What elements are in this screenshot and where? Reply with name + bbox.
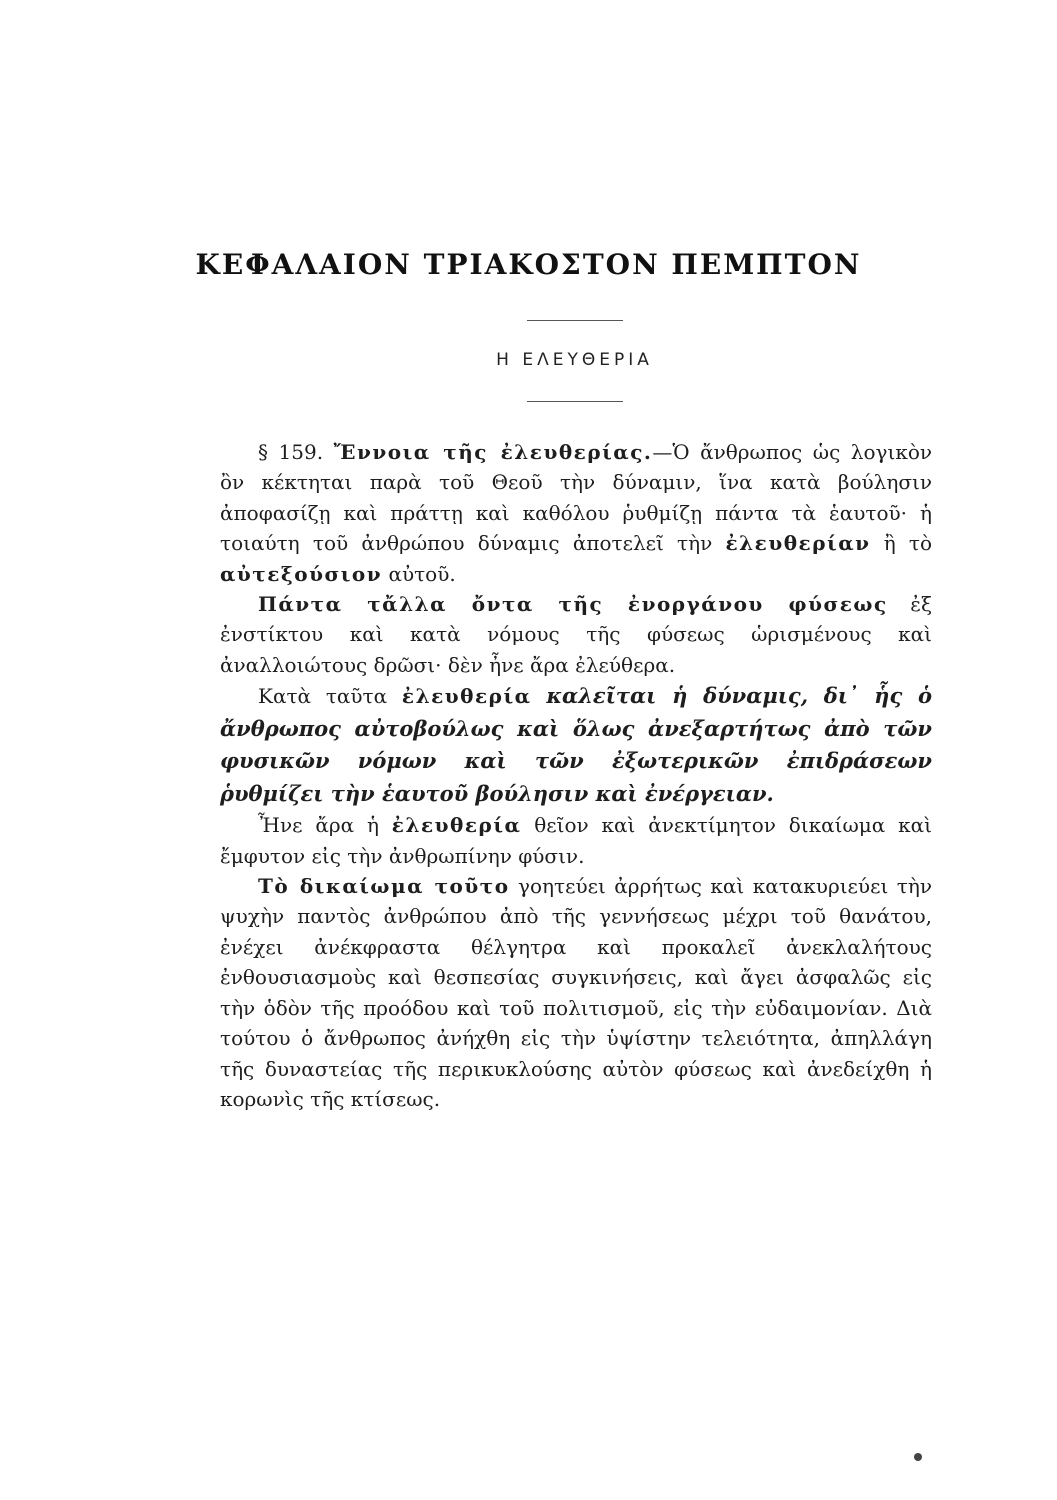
body-text xyxy=(220,437,932,1114)
section-heading: Ἔννοια τῆς ἐλευθερίας. xyxy=(333,440,653,464)
paragraph-definition xyxy=(220,680,932,810)
divider-bottom xyxy=(527,401,623,402)
paragraph-right xyxy=(220,810,932,871)
paragraph-nature xyxy=(220,589,932,680)
ink-mark xyxy=(914,1453,922,1461)
paragraph-159 xyxy=(220,437,932,589)
section-title: Η ΕΛΕΥΘΕΡΙΑ xyxy=(496,350,653,370)
definition-text: καλεῖται ἡ δύναμις, δι᾽ ἧς ὁ ἄνθρωπος αὐτοβούλως καὶ ὅλως ἀνεξαρτήτως ἀπὸ τῶν φυσικῶν νόμων καὶ τῶν ἐξωτερικῶν ἐπιδράσεων ῥυθμίζει τὴν ἑαυτοῦ βούλησιν καὶ ἐνέργειαν. xyxy=(220,683,932,806)
paragraph-text: γοητεύει ἀρρήτως καὶ κατακυριεύει τὴν ψυχὴν παντὸς ἀνθρώπου ἀπὸ τῆς γεννήσεως μέχρι τοῦ θανάτου, ἐνέχει ἀνέκφραστα θέλγητρα καὶ προκαλεῖ ἀνεκλαλήτους ἐνθουσιασμοὺς καὶ θεσπεσίας συγκινήσεις, καὶ ἄγει ἀσφαλῶς εἰς τὴν ὁδὸν τῆς προόδου καὶ τοῦ πολιτισμοῦ, εἰς τὴν εὐδαιμονίαν. Διὰ τούτου ὁ ἄνθρωπος ἀνήχθη εἰς τὴν ὑψίστην τελειότητα, ἀπηλλάγη τῆς δυναστείας τῆς περικυκλούσης αὐτὸν φύσεως καὶ ἀνεδείχθη ἡ κορωνὶς τῆς κτίσεως. xyxy=(220,874,932,1111)
term-freedom: ἐλευθερίαν xyxy=(725,531,871,556)
paragraph-lead: Πάντα τἄλλα ὄντα τῆς ἐνοργάνου φύσεως xyxy=(258,592,888,617)
paragraph-lead: Ἦνε ἄρα ἡ xyxy=(258,813,379,838)
divider-top xyxy=(527,320,623,321)
term-freedom: ἐλευθερία xyxy=(401,684,532,709)
term-free-will: αὐτεξούσιον xyxy=(220,561,383,586)
paragraph-effects xyxy=(220,871,932,1114)
chapter-title: ΚΕΦΑΛΑΙΟΝ ΤΡΙΑΚΟΣΤΟΝ ΠΕΜΠΤΟΝ xyxy=(195,248,862,281)
paragraph-text: θεῖον καὶ ἀνεκτίμητον δικαίωμα καὶ ἔμφυτον εἰς τὴν ἀνθρωπίνην φύσιν. xyxy=(220,813,933,868)
paragraph-lead: Κατὰ ταῦτα xyxy=(258,684,388,709)
paragraph-text: —Ὁ ἄνθρωπος ὡς λογικὸν ὂν κέκτηται παρὰ τοῦ Θεοῦ τὴν δύναμιν, ἵνα κατὰ βούλησιν ἀποφασίζῃ καὶ πράττῃ καὶ καθόλου ῥυθμίζῃ πάντα τὰ ἑαυτοῦ· ἡ τοιαύτη τοῦ ἀνθρώπου δύναμις ἀποτελεῖ τὴν xyxy=(220,440,933,556)
section-number: § 159. xyxy=(258,440,324,464)
paragraph-lead: Τὸ δικαίωμα τοῦτο xyxy=(258,874,510,899)
paragraph-text: αὐτοῦ. xyxy=(388,561,456,586)
paragraph-text: ἐξ ἐνστίκτου καὶ κατὰ νόμους τῆς φύσεως ὡρισμένους καὶ ἀναλλοιώτους δρῶσι· δὲν ἦνε ἄρα ἐλεύθερα. xyxy=(220,592,932,677)
term-freedom: ἐλευθερία xyxy=(391,813,522,838)
paragraph-text: ἢ τὸ xyxy=(883,531,933,556)
